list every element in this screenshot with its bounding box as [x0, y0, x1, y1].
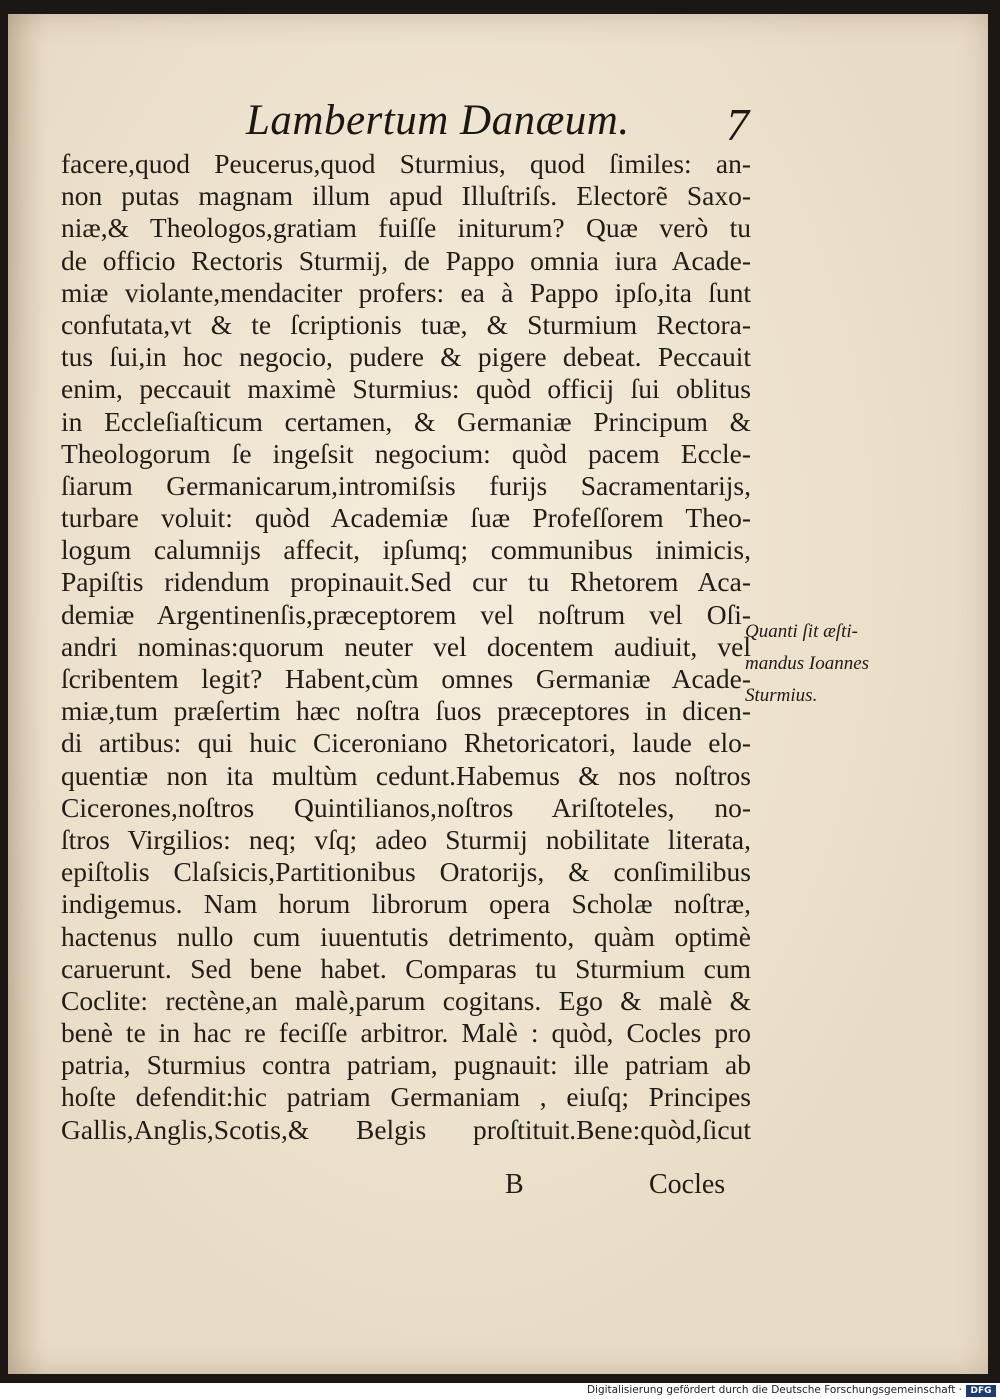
- running-title: Lambertum Danæum.: [246, 97, 630, 144]
- marginal-note: [745, 616, 945, 712]
- text-line: miæ,tum præſertim hæc noſtra ſuos præceptores in dicen-: [61, 695, 751, 727]
- text-line: turbare voluit: quòd Academiæ ſuæ Profeſſorem Theo-: [61, 502, 751, 534]
- text-line: epiſtolis Claſsicis,Partitionibus Oratorijs, & conſimilibus: [61, 856, 751, 888]
- digitization-credit: Digitalisierung gefördert durch die Deutsche Forschungsgemeinschaft ·: [586, 1384, 962, 1396]
- text-line: Coclite: rectène,an malè,parum cogitans. Ego & malè &: [61, 984, 751, 1016]
- dfg-logo-icon: DFG: [966, 1385, 996, 1397]
- catchword: Cocles: [649, 1169, 726, 1200]
- text-line: ſtros Virgilios: neq; vſq; adeo Sturmij nobilitate literata,: [61, 823, 751, 855]
- body-text: [61, 148, 751, 1146]
- book-page: [8, 14, 988, 1374]
- marginal-note-line: Quanti ſit æſti-: [745, 621, 858, 642]
- text-line: hoſte defendit:hic patriam Germaniam , eiuſq; Principes: [61, 1081, 751, 1113]
- text-line: in Eccleſiaſticum certamen, & Germaniæ Principum &: [61, 405, 751, 437]
- text-line: demiæ Argentinenſis,præceptorem vel noſtrum vel Oſi-: [61, 598, 751, 630]
- text-line: benè te in hac re feciſſe arbitror. Malè : quòd, Cocles pro: [61, 1017, 751, 1049]
- signature-mark: B: [505, 1169, 524, 1200]
- text-line: Theologorum ſe ingeſsit negocium: quòd pacem Eccle-: [61, 437, 751, 469]
- text-line: quentiæ non ita multùm cedunt.Habemus & nos noſtros: [61, 759, 751, 791]
- text-line: de officio Rectoris Sturmij, de Pappo omnia iura Acade-: [61, 244, 751, 276]
- text-line: facere,quod Peucerus,quod Sturmius, quod ſimiles: an-: [61, 148, 751, 179]
- text-line: hactenus nullo cum iuuentutis detrimento, quàm optimè: [61, 920, 751, 952]
- text-line: enim, peccauit maximè Sturmius: quòd officij ſui oblitus: [61, 373, 751, 405]
- page-number: 7: [726, 99, 749, 150]
- text-line: tus ſui,in hoc negocio, pudere & pigere debeat. Peccauit: [61, 341, 751, 373]
- text-line: niæ,& Theologos,gratiam fuiſſe initurum? Quæ verò tu: [61, 212, 751, 244]
- text-line: ſcribentem legit? Habent,cùm omnes Germaniæ Acade-: [61, 663, 751, 694]
- text-line: andri nominas:quorum neuter vel docentem audiuit, vel: [61, 630, 751, 662]
- text-line: indigemus. Nam horum librorum opera Scholæ noſtræ,: [61, 888, 751, 920]
- marginal-note-line: mandus Ioannes: [745, 653, 870, 674]
- text-line: confutata,vt & te ſcriptionis tuæ, & Sturmium Rectora-: [61, 308, 751, 340]
- text-line: Gallis,Anglis,Scotis,& Belgis proſtituit.Bene:quòd,ſicut: [61, 1113, 751, 1145]
- text-line: miæ violante,mendaciter profers: ea à Pappo ipſo,ita ſunt: [61, 276, 751, 308]
- text-line: di artibus: qui huic Ciceroniano Rhetoricatori, laude elo-: [61, 727, 751, 759]
- text-line: ſiarum Germanicarum,intromiſsis furijs Sacramentarijs,: [61, 469, 751, 501]
- text-line: Cicerones,noſtros Quintilianos,noſtros Ariſtoteles, no-: [61, 791, 751, 823]
- text-line: patria, Sturmius contra patriam, pugnauit: ille patriam ab: [61, 1049, 751, 1081]
- marginal-note-line: Sturmius.: [745, 685, 818, 706]
- text-line: non putas magnam illum apud Illuſtriſs. Electorẽ Saxo-: [61, 180, 751, 212]
- text-line: caruerunt. Sed bene habet. Comparas tu Sturmium cum: [61, 952, 751, 984]
- text-line: logum calumnijs affecit, ipſumq; communibus inimicis,: [61, 534, 751, 566]
- text-line: Papiſtis ridendum propinauit.Sed cur tu Rhetorem Aca-: [61, 566, 751, 598]
